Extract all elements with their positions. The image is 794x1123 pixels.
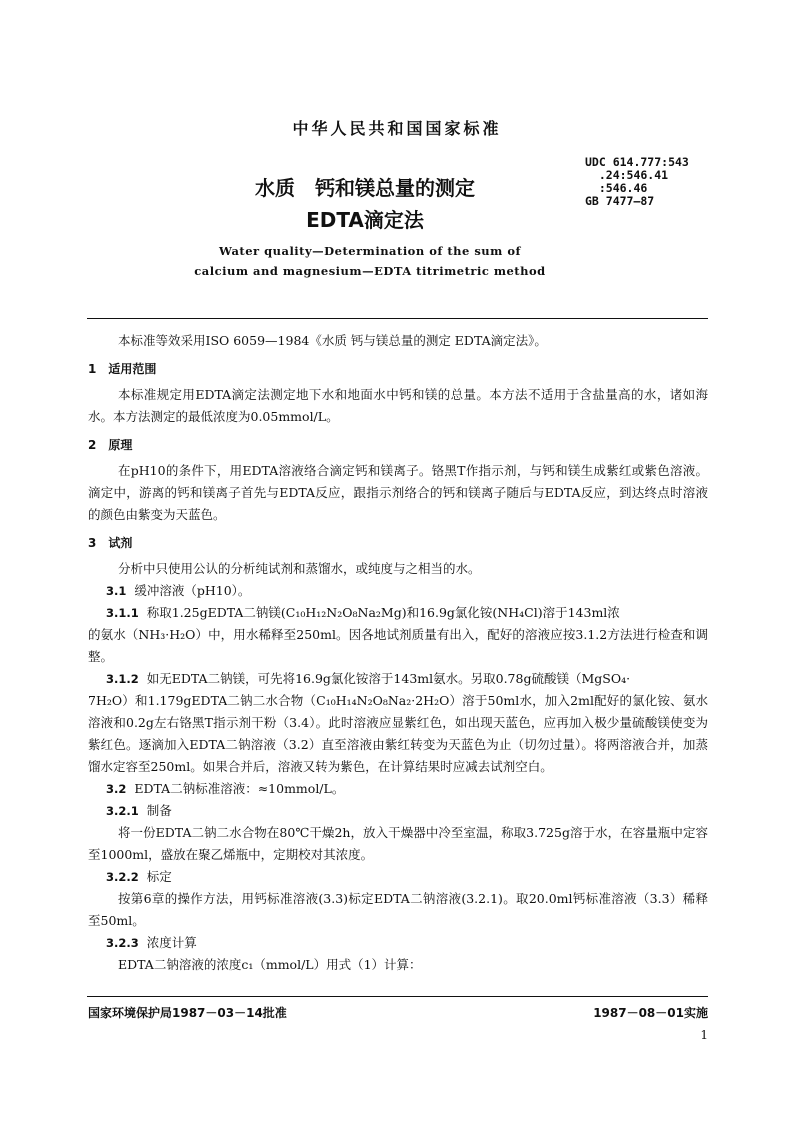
title-en-line1: Water quality—Determination of the sum of (219, 244, 521, 258)
title-en-line2: calcium and magnesium—EDTA titrimetric method (194, 264, 546, 278)
national-standard-heading: 中华人民共和国国家标准 (292, 119, 502, 138)
page-number: 1 (700, 1028, 708, 1042)
subsection-number: 3.2.2 (106, 870, 139, 884)
gb-number: GB 7477—87 (585, 194, 655, 208)
udc-line: .24:546.41 (585, 168, 669, 182)
top-divider (87, 318, 708, 319)
subsection-3-2 (88, 778, 708, 800)
subsection-text: 称取1.25gEDTA二钠镁(C₁₀H₁₂N₂O₈Na₂Mg)和16.9g氯化铵(NH₄Cl)溶于143ml浓 (146, 605, 620, 620)
subsection-number: 3.2.3 (106, 936, 139, 950)
section-2-heading: 2 原理 (88, 438, 133, 452)
subsection-3-2-3-body: EDTA二钠溶液的浓度c₁（mmol/L）用式（1）计算： (118, 957, 422, 972)
subsection-3-2-2-body: 按第6章的操作方法，用钙标准溶液(3.3)标定EDTA二钠溶液(3.2.1)。取20.0ml钙标准溶液（3.3）稀释至50ml。 (88, 891, 708, 928)
subsection-text: 缓冲溶液（pH10）。 (134, 583, 251, 598)
udc-line: :546.46 (585, 181, 648, 195)
section-1-text: 本标准规定用EDTA滴定法测定地下水和地面水中钙和镁的总量。本方法不适用于含盐量高的水，诸如海水。本方法测定的最低浓度为0.05mmol/L。 (88, 387, 708, 424)
subsection-text: 如无EDTA二钠镁，可先将16.9g氯化铵溶于143ml氨水。另取0.78g硫酸镁（MgSO₄· (146, 671, 631, 686)
subsection-3-1-1 (88, 602, 708, 624)
implementation-date: 1987－08－01实施 (593, 1006, 708, 1020)
subsection-text: EDTA二钠标准溶液：≈10mmol/L。 (134, 781, 345, 796)
approval-date: 国家环境保护局1987－03－14批准 (88, 1006, 287, 1020)
subsection-number: 3.1 (106, 584, 127, 598)
subsection-number: 3.1.2 (106, 672, 139, 686)
udc-line: UDC 614.777:543 (585, 155, 689, 169)
subsection-3-2-2 (88, 866, 708, 888)
subsection-3-1-2-continued: 7H₂O）和1.179gEDTA二钠二水合物（C₁₀H₁₄N₂O₈Na₂·2H₂O）溶于50ml水，加入2ml配好的氯化铵、氨水溶液和0.2g左右铬黑T指示剂干粉（3.4）。此时溶液应显紫红色，如出现天蓝色，应再加入极少量硫酸镁使变为紫红色。逐滴加入EDTA二钠溶液（3.2）直至溶液由紫红转变为天蓝色为止（切勿过量）。将两溶液合并，加蒸馏水定容至250ml。如果合并后，溶液又转为紫色，在计算结果时应减去试剂空白。 (88, 693, 708, 774)
document-body (88, 330, 708, 976)
subsection-text: 制备 (146, 803, 172, 818)
section-2-text: 在pH10的条件下，用EDTA溶液络合滴定钙和镁离子。铬黑T作指示剂，与钙和镁生成紫红或紫色溶液。滴定中，游离的钙和镁离子首先与EDTA反应，跟指示剂络合的钙和镁离子随后与EDTA反应，到达终点时溶液的颜色由紫变为天蓝色。 (88, 463, 708, 522)
title-zh-line1: 水质 钙和镁总量的测定 (255, 176, 475, 200)
subsection-number: 3.2.1 (106, 804, 139, 818)
subsection-3-1-2 (88, 668, 708, 690)
subsection-3-2-3 (88, 932, 708, 954)
subsection-3-1-1-continued: 的氨水（NH₃·H₂O）中，用水稀释至250ml。因各地试剂质量有出入，配好的溶液应按3.1.2方法进行检查和调整。 (88, 627, 708, 664)
title-zh-line2: EDTA滴定法 (306, 208, 424, 232)
udc-classification (585, 156, 689, 208)
subsection-3-1 (88, 580, 708, 602)
section-3-text: 分析中只使用公认的分析纯试剂和蒸馏水，或纯度与之相当的水。 (118, 561, 481, 576)
section-1-heading: 1 适用范围 (88, 362, 157, 376)
subsection-text: 浓度计算 (146, 935, 197, 950)
subsection-text: 标定 (146, 869, 172, 884)
subsection-number: 3.2 (106, 782, 127, 796)
subsection-number: 3.1.1 (106, 606, 139, 620)
subsection-3-2-1-body: 将一份EDTA二钠二水合物在80℃干燥2h，放入干燥器中冷至室温，称取3.725g溶于水，在容量瓶中定容至1000ml，盛放在聚乙烯瓶中，定期校对其浓度。 (88, 825, 708, 862)
section-3-heading: 3 试剂 (88, 536, 133, 550)
intro-paragraph: 本标准等效采用ISO 6059—1984《水质 钙与镁总量的测定 EDTA滴定法》。 (118, 333, 547, 348)
bottom-divider (87, 996, 708, 997)
subsection-3-2-1 (88, 800, 708, 822)
